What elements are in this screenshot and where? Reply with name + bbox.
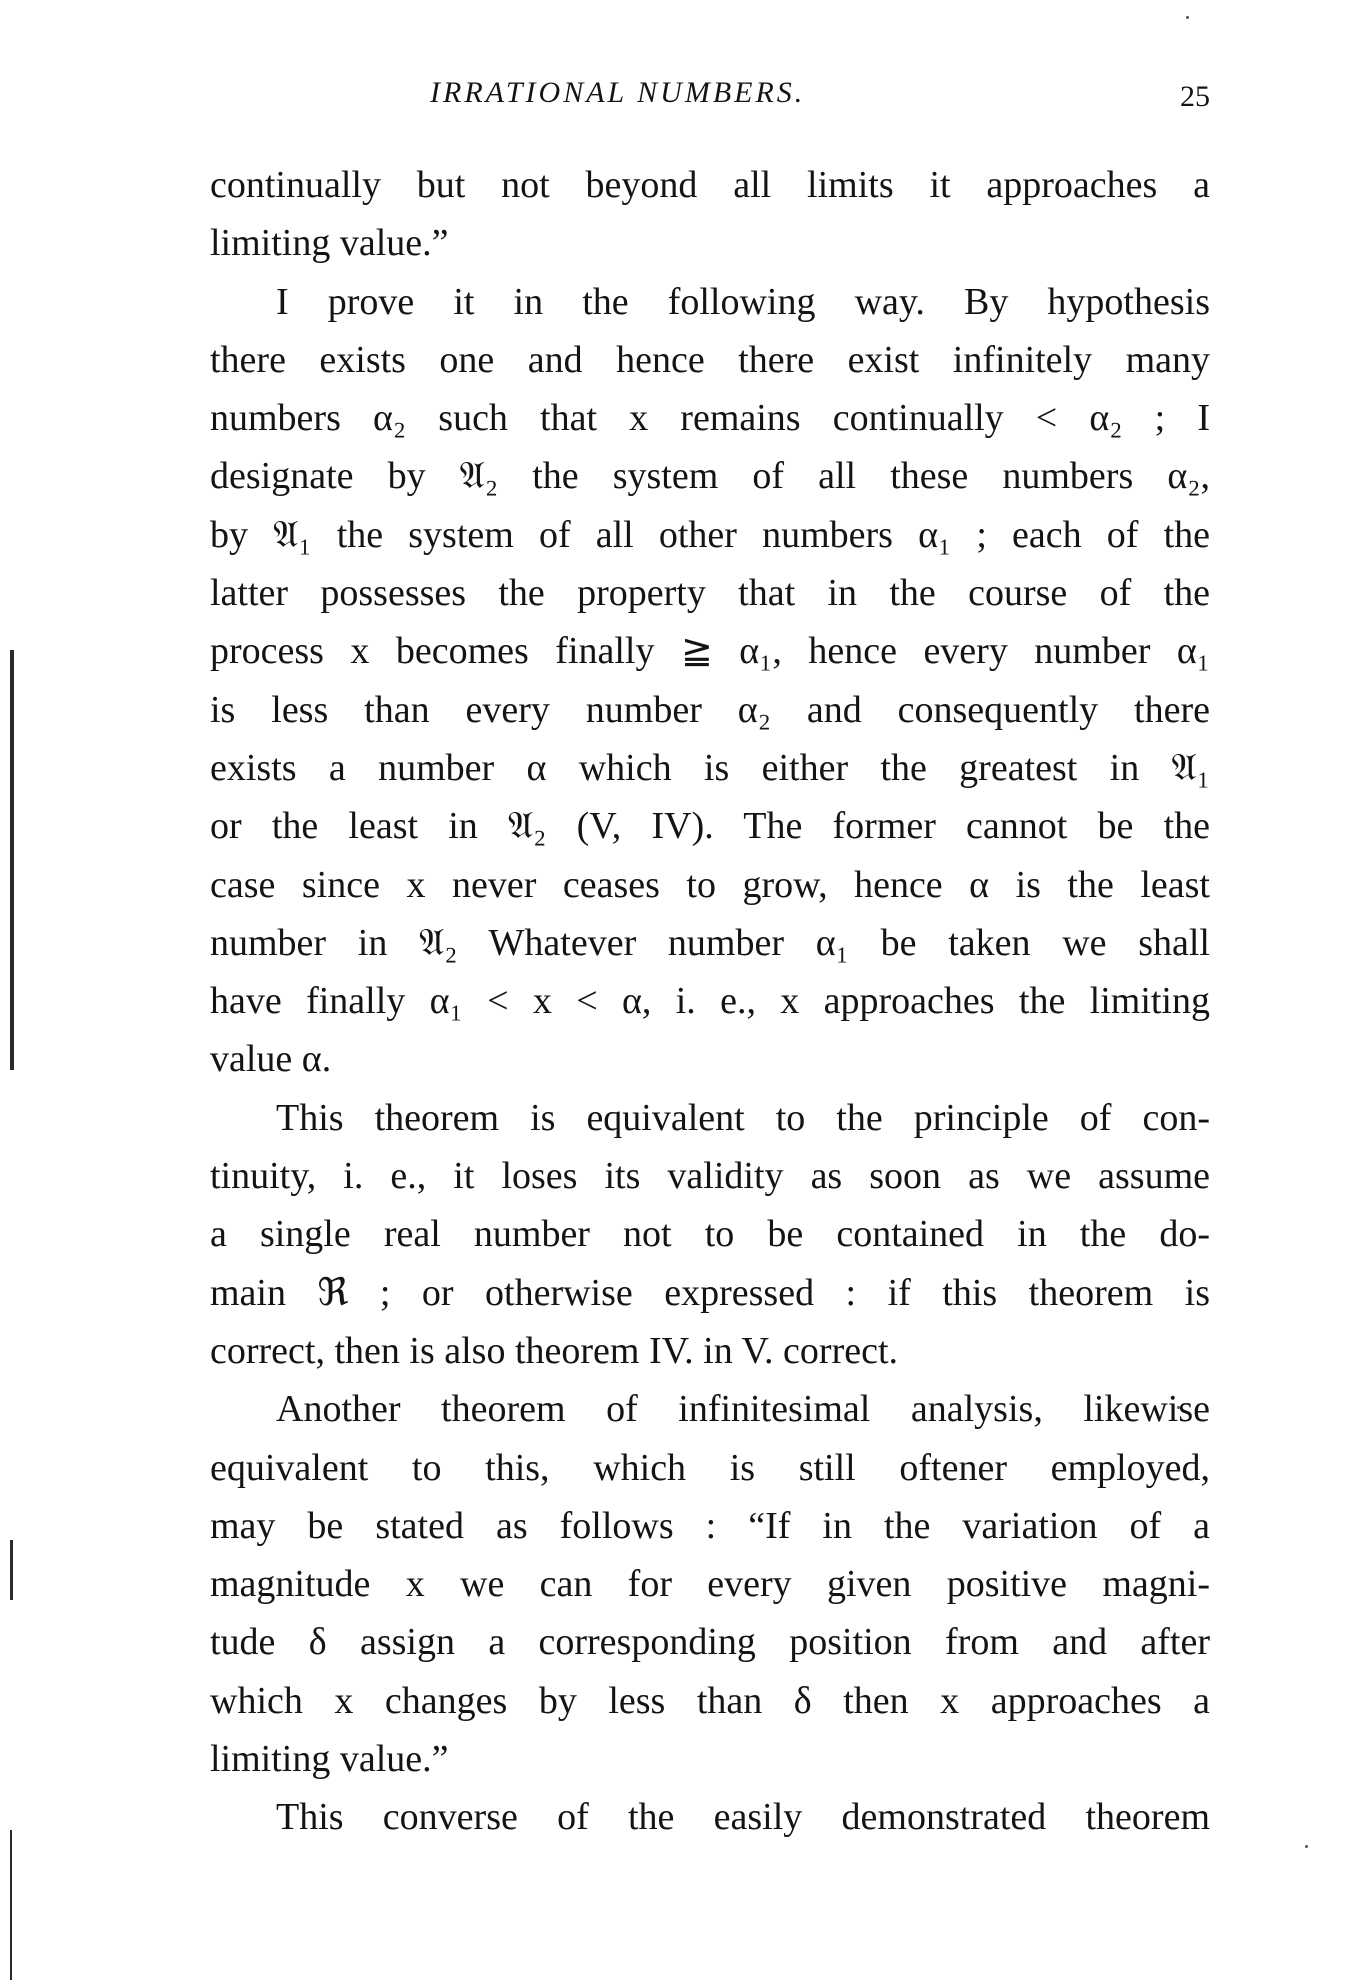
text-line: main ℜ ; or otherwise expressed : if this theorem is [210, 1271, 1210, 1314]
text-line: This converse of the easily demonstrated theorem [276, 1796, 1210, 1839]
text-line: correct, then is also theorem IV. in V. correct. [210, 1329, 899, 1372]
text-line: limiting value.” [210, 222, 449, 265]
text-line: tude δ assign a corresponding position from and after [210, 1621, 1210, 1664]
running-head [210, 70, 1210, 130]
text-line: limiting value.” [210, 1738, 449, 1781]
text-line: or the least in 𝔄₂ (V, IV). The former cannot be the [210, 805, 1210, 848]
text-line: number in 𝔄₂ Whatever number α₁ be taken we shall [210, 921, 1210, 964]
body-text [210, 156, 1210, 1847]
text-line: Another theorem of infinitesimal analysis, likewise [276, 1388, 1210, 1431]
text-line: magnitude x we can for every given positive magni- [210, 1563, 1210, 1606]
text-line: is less than every number α₂ and consequently there [210, 688, 1210, 731]
text-line: case since x never ceases to grow, hence α is the least [210, 863, 1210, 906]
text-line: by 𝔄₁ the system of all other numbers α₁ ; each of the [210, 513, 1210, 556]
text-line: there exists one and hence there exist infinitely many [210, 338, 1210, 381]
running-title: IRRATIONAL NUMBERS. [430, 76, 806, 109]
paper-speck [1305, 1845, 1308, 1848]
text-line: exists a number α which is either the greatest in 𝔄₁ [210, 746, 1210, 789]
text-line: latter possesses the property that in the course of the [210, 572, 1210, 615]
text-line: a single real number not to be contained in the do- [210, 1213, 1210, 1256]
text-line: designate by 𝔄₂ the system of all these numbers α₂, [210, 455, 1210, 498]
text-line: have finally α₁ < x < α, i. e., x approaches the limiting [210, 980, 1210, 1023]
binding-shadow [10, 1830, 12, 1980]
text-line: value α. [210, 1038, 332, 1081]
text-line: I prove it in the following way. By hypothesis [276, 280, 1210, 323]
text-line: equivalent to this, which is still oftener employed, [210, 1446, 1210, 1489]
text-line: may be stated as follows : “If in the variation of a [210, 1504, 1210, 1547]
text-line: tinuity, i. e., it loses its validity as soon as we assume [210, 1155, 1210, 1198]
paper-speck [1186, 16, 1189, 19]
binding-shadow [10, 650, 14, 1070]
text-line: continually but not beyond all limits it approaches a [210, 164, 1210, 206]
page-number: 25 [1180, 80, 1210, 113]
text-line: process x becomes finally ≧ α₁, hence every number α₁ [210, 630, 1210, 673]
binding-shadow [10, 1540, 13, 1600]
text-line: This theorem is equivalent to the principle of con- [276, 1096, 1210, 1139]
text-line: numbers α₂ such that x remains continually < α₂ ; I [210, 397, 1210, 440]
text-line: which x changes by less than δ then x approaches a [210, 1679, 1210, 1722]
